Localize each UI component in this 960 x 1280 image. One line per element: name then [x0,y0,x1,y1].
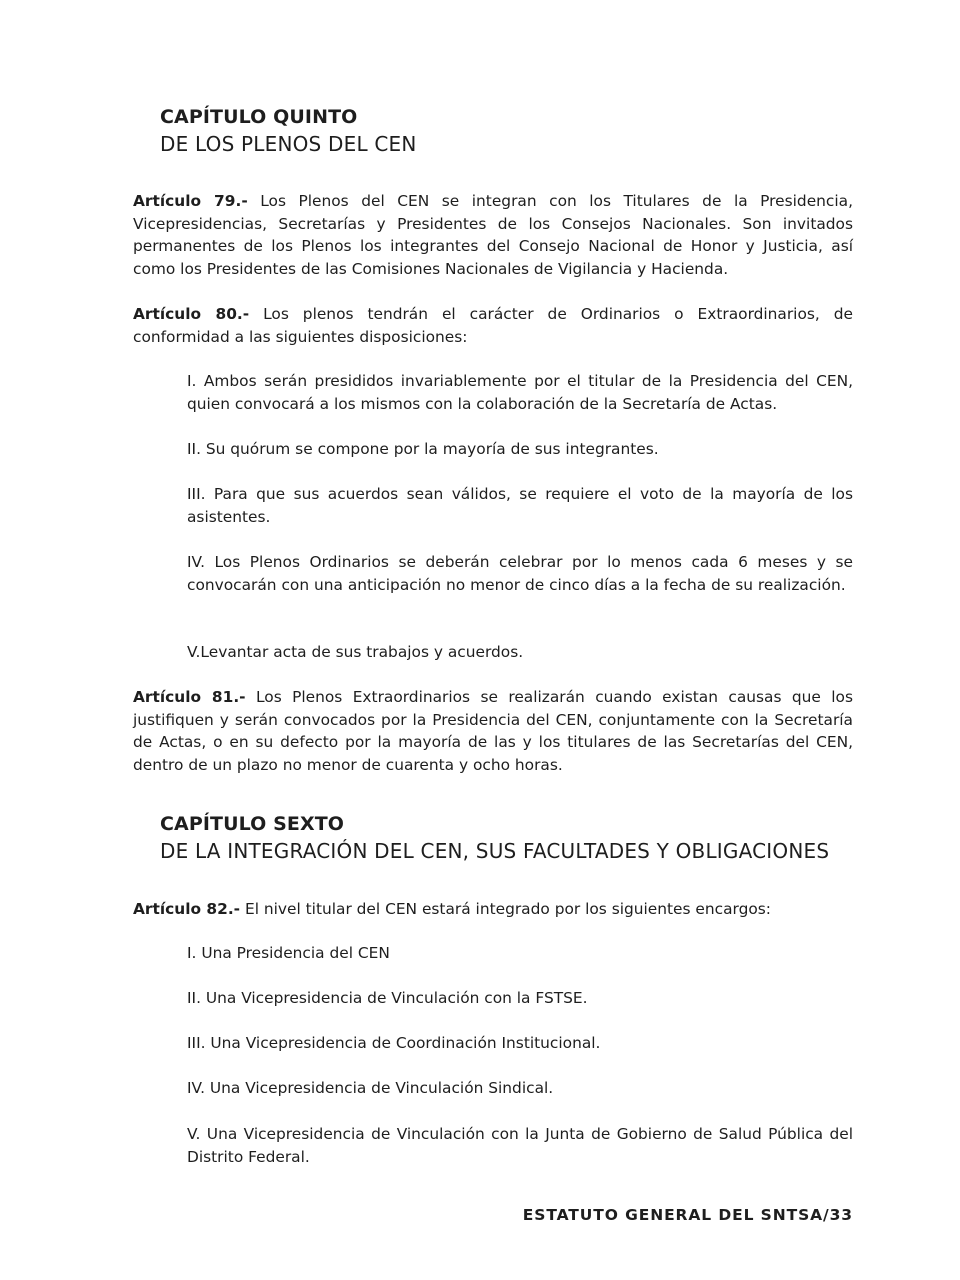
chapter-6-title: DE LA INTEGRACIÓN DEL CEN, SUS FACULTADES Y OBLIGACIONES [160,839,830,863]
article-81-label: Artículo 81.- [133,688,246,706]
article-80-label: Artículo 80.- [133,305,250,323]
article-82-item-1: I. Una Presidencia del CEN [187,944,390,962]
article-79-text: Los Plenos del CEN se integran con los Titulares de la Presidencia, Vicepresidencias, Secretarías y Presidentes de los Consejos Nacionales. Son invitados permanentes de los Plenos los integrantes del Consejo Nacional de Honor y Justicia, así como los Presidentes de las Comisiones Nacionales de Vigilancia y Hacienda. [133,192,853,278]
chapter-6-heading [160,811,829,865]
article-81 [133,686,853,776]
chapter-6-number: CAPÍTULO SEXTO [160,813,345,835]
article-80-item-4: IV. Los Plenos Ordinarios se deberán celebrar por lo menos cada 6 meses y se convocarán con una anticipación no menor de cinco días a la fecha de su realización. [187,553,853,594]
article-80 [133,303,853,348]
page-footer: ESTATUTO GENERAL DEL SNTSA/33 [522,1206,853,1224]
article-82-item-5: V. Una Vicepresidencia de Vinculación con la Junta de Gobierno de Salud Pública del Distrito Federal. [187,1125,853,1166]
chapter-5-number: CAPÍTULO QUINTO [160,106,358,128]
article-80-text: Los plenos tendrán el carácter de Ordinarios o Extraordinarios, de conformidad a las siguientes disposiciones: [133,305,853,346]
article-82-label: Artículo 82.- [133,900,241,918]
chapter-5-heading [160,104,417,158]
article-82-text: El nivel titular del CEN estará integrado por los siguientes encargos: [240,900,771,918]
article-80-item-2: II. Su quórum se compone por la mayoría de sus integrantes. [187,440,659,458]
chapter-5-title: DE LOS PLENOS DEL CEN [160,132,417,156]
article-80-item-5: V.Levantar acta de sus trabajos y acuerdos. [187,643,524,661]
article-82 [133,898,853,921]
article-82-item-2: II. Una Vicepresidencia de Vinculación con la FSTSE. [187,989,588,1007]
article-79 [133,190,853,280]
article-79-label: Artículo 79.- [133,192,248,210]
article-81-text: Los Plenos Extraordinarios se realizarán cuando existan causas que los justifiquen y serán convocados por la Presidencia del CEN, conjuntamente con la Secretaría de Actas, o en su defecto por la mayoría de las y los titulares de las Secretarías del CEN, dentro de un plazo no menor de cuarenta y ocho horas. [133,688,853,774]
article-80-item-1: I. Ambos serán presididos invariablemente por el titular de la Presidencia del CEN, quien convocará a los mismos con la colaboración de la Secretaría de Actas. [187,372,853,413]
article-82-item-4: IV. Una Vicepresidencia de Vinculación Sindical. [187,1079,554,1097]
article-82-item-3: III. Una Vicepresidencia de Coordinación Institucional. [187,1034,601,1052]
article-80-item-3: III. Para que sus acuerdos sean válidos, se requiere el voto de la mayoría de los asistentes. [187,485,853,526]
